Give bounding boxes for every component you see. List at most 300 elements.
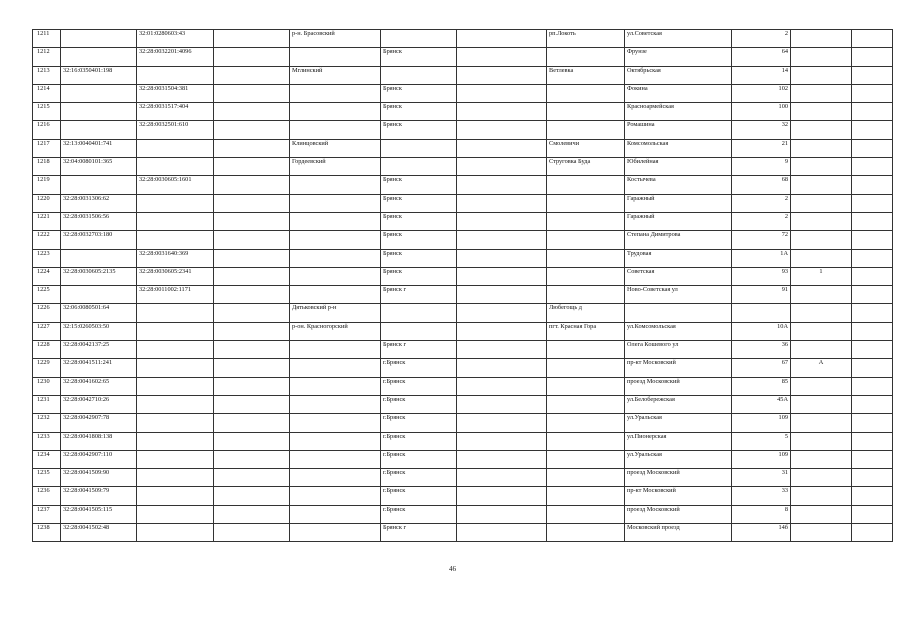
house-cell: 2	[732, 212, 791, 230]
empty-cell-2	[457, 377, 547, 395]
row-number-cell: 1211	[33, 30, 61, 48]
building-cell: 1	[791, 267, 852, 285]
table-row	[33, 304, 893, 322]
row-number-cell: 1229	[33, 359, 61, 377]
street-cell: Гаражный	[625, 194, 732, 212]
district-cell	[290, 377, 381, 395]
locality-cell	[547, 267, 625, 285]
locality-cell: пгт. Красная Гора	[547, 322, 625, 340]
row-number-cell: 1238	[33, 524, 61, 542]
row-number-cell: 1231	[33, 395, 61, 413]
cadastral-number-cell: 32:15:0260503:50	[61, 322, 137, 340]
house-cell: 93	[732, 267, 791, 285]
cadastral-number-2-cell	[137, 469, 214, 487]
locality-cell	[547, 359, 625, 377]
house-cell: 64	[732, 48, 791, 66]
house-cell: 21	[732, 139, 791, 157]
building-cell	[791, 469, 852, 487]
cadastral-number-cell: 32:28:0041602:65	[61, 377, 137, 395]
district-cell	[290, 450, 381, 468]
locality-cell	[547, 103, 625, 121]
cadastral-number-2-cell: 32:28:0032201:4096	[137, 48, 214, 66]
city-cell: г.Брянск	[381, 359, 457, 377]
cadastral-number-cell: 32:06:0080501:64	[61, 304, 137, 322]
table-row	[33, 432, 893, 450]
cadastral-number-2-cell	[137, 414, 214, 432]
row-number-cell: 1218	[33, 158, 61, 176]
empty-cell-2	[457, 212, 547, 230]
street-cell: Гаражный	[625, 212, 732, 230]
extra-cell	[852, 322, 893, 340]
city-cell	[381, 158, 457, 176]
cadastral-number-cell: 32:28:0031506:56	[61, 212, 137, 230]
locality-cell	[547, 377, 625, 395]
row-number-cell: 1232	[33, 414, 61, 432]
extra-cell	[852, 432, 893, 450]
extra-cell	[852, 469, 893, 487]
house-cell: 100	[732, 103, 791, 121]
table-row	[33, 139, 893, 157]
locality-cell	[547, 432, 625, 450]
district-cell	[290, 249, 381, 267]
street-cell: Ромашина	[625, 121, 732, 139]
street-cell: Костычева	[625, 176, 732, 194]
cadastral-number-2-cell	[137, 377, 214, 395]
city-cell: Брянск	[381, 231, 457, 249]
table-row	[33, 469, 893, 487]
extra-cell	[852, 249, 893, 267]
locality-cell: Смолевичи	[547, 139, 625, 157]
locality-cell	[547, 249, 625, 267]
building-cell	[791, 322, 852, 340]
empty-cell-2	[457, 359, 547, 377]
building-cell	[791, 304, 852, 322]
locality-cell: Любегощь д	[547, 304, 625, 322]
cadastral-number-cell: 32:28:0041808:138	[61, 432, 137, 450]
district-cell	[290, 505, 381, 523]
cadastral-number-cell: 32:28:0041505:115	[61, 505, 137, 523]
row-number-cell: 1219	[33, 176, 61, 194]
empty-cell-2	[457, 249, 547, 267]
house-cell: 68	[732, 176, 791, 194]
house-cell: 14б	[732, 524, 791, 542]
empty-cell-2	[457, 414, 547, 432]
row-number-cell: 1227	[33, 322, 61, 340]
extra-cell	[852, 395, 893, 413]
row-number-cell: 1220	[33, 194, 61, 212]
district-cell	[290, 231, 381, 249]
building-cell	[791, 341, 852, 359]
extra-cell	[852, 414, 893, 432]
street-cell: ул.Уральская	[625, 414, 732, 432]
empty-cell	[214, 194, 290, 212]
empty-cell-2	[457, 505, 547, 523]
extra-cell	[852, 341, 893, 359]
table-row	[33, 322, 893, 340]
house-cell: 91	[732, 286, 791, 304]
empty-cell	[214, 212, 290, 230]
extra-cell	[852, 377, 893, 395]
empty-cell-2	[457, 194, 547, 212]
cadastral-number-2-cell	[137, 158, 214, 176]
table-row	[33, 524, 893, 542]
city-cell: Брянск	[381, 194, 457, 212]
city-cell: г.Брянск	[381, 432, 457, 450]
city-cell: г.Брянск	[381, 377, 457, 395]
city-cell	[381, 139, 457, 157]
district-cell	[290, 194, 381, 212]
empty-cell-2	[457, 84, 547, 102]
house-cell: 10А	[732, 322, 791, 340]
row-number-cell: 1224	[33, 267, 61, 285]
locality-cell	[547, 121, 625, 139]
street-cell: Красноармейская	[625, 103, 732, 121]
building-cell	[791, 395, 852, 413]
district-cell	[290, 469, 381, 487]
extra-cell	[852, 158, 893, 176]
city-cell: г.Брянск	[381, 450, 457, 468]
extra-cell	[852, 267, 893, 285]
district-cell	[290, 48, 381, 66]
building-cell	[791, 414, 852, 432]
table-row	[33, 286, 893, 304]
table-row	[33, 395, 893, 413]
city-cell: Брянск	[381, 84, 457, 102]
house-cell: 109	[732, 450, 791, 468]
empty-cell-2	[457, 450, 547, 468]
cadastral-number-2-cell	[137, 341, 214, 359]
city-cell: Брянск г	[381, 524, 457, 542]
building-cell	[791, 194, 852, 212]
row-number-cell: 1236	[33, 487, 61, 505]
building-cell	[791, 432, 852, 450]
empty-cell	[214, 524, 290, 542]
locality-cell	[547, 286, 625, 304]
street-cell: проезд Московский	[625, 505, 732, 523]
empty-cell	[214, 103, 290, 121]
cadastral-number-cell: 32:28:0042137:25	[61, 341, 137, 359]
extra-cell	[852, 139, 893, 157]
row-number-cell: 1228	[33, 341, 61, 359]
cadastral-number-cell	[61, 103, 137, 121]
row-number-cell: 1213	[33, 66, 61, 84]
cadastral-number-2-cell	[137, 487, 214, 505]
locality-cell	[547, 487, 625, 505]
district-cell	[290, 212, 381, 230]
cadastral-number-cell: 32:13:0040401:741	[61, 139, 137, 157]
extra-cell	[852, 30, 893, 48]
district-cell: Дятьковский р-н	[290, 304, 381, 322]
cadastral-number-cell: 32:28:0042710:26	[61, 395, 137, 413]
house-cell: 45А	[732, 395, 791, 413]
locality-cell	[547, 395, 625, 413]
building-cell	[791, 48, 852, 66]
locality-cell	[547, 524, 625, 542]
table-row	[33, 158, 893, 176]
table-row	[33, 505, 893, 523]
register-table	[32, 29, 893, 542]
street-cell: Фокина	[625, 84, 732, 102]
house-cell: 2	[732, 30, 791, 48]
district-cell	[290, 487, 381, 505]
building-cell	[791, 212, 852, 230]
locality-cell	[547, 212, 625, 230]
row-number-cell: 1230	[33, 377, 61, 395]
building-cell	[791, 249, 852, 267]
cadastral-number-cell: 32:28:0041502:48	[61, 524, 137, 542]
district-cell	[290, 524, 381, 542]
city-cell: Брянск	[381, 48, 457, 66]
locality-cell: Ветлевка	[547, 66, 625, 84]
locality-cell	[547, 48, 625, 66]
empty-cell-2	[457, 30, 547, 48]
table-row	[33, 66, 893, 84]
extra-cell	[852, 450, 893, 468]
table-row	[33, 414, 893, 432]
empty-cell	[214, 176, 290, 194]
cadastral-number-cell: 32:04:0080101:365	[61, 158, 137, 176]
extra-cell	[852, 286, 893, 304]
row-number-cell: 1216	[33, 121, 61, 139]
district-cell: р-он. Красногорский	[290, 322, 381, 340]
city-cell	[381, 322, 457, 340]
city-cell	[381, 66, 457, 84]
cadastral-number-cell	[61, 48, 137, 66]
house-cell: 33	[732, 487, 791, 505]
empty-cell-2	[457, 304, 547, 322]
cadastral-number-cell: 32:28:0032703:180	[61, 231, 137, 249]
street-cell: пр-кт Московский	[625, 487, 732, 505]
empty-cell-2	[457, 469, 547, 487]
street-cell: Московский проезд	[625, 524, 732, 542]
table-row	[33, 231, 893, 249]
empty-cell-2	[457, 158, 547, 176]
locality-cell	[547, 450, 625, 468]
house-cell: 8	[732, 505, 791, 523]
street-cell: Ново-Советская ул	[625, 286, 732, 304]
empty-cell-2	[457, 231, 547, 249]
empty-cell	[214, 231, 290, 249]
empty-cell	[214, 377, 290, 395]
row-number-cell: 1221	[33, 212, 61, 230]
street-cell: Октябрьская	[625, 66, 732, 84]
house-cell: 1А	[732, 249, 791, 267]
district-cell	[290, 84, 381, 102]
district-cell	[290, 395, 381, 413]
street-cell: ул.Уральская	[625, 450, 732, 468]
cadastral-number-cell: 32:28:0031306:62	[61, 194, 137, 212]
locality-cell	[547, 469, 625, 487]
street-cell: ул.Советская	[625, 30, 732, 48]
building-cell	[791, 231, 852, 249]
empty-cell-2	[457, 176, 547, 194]
cadastral-number-2-cell	[137, 304, 214, 322]
extra-cell	[852, 505, 893, 523]
district-cell	[290, 176, 381, 194]
district-cell	[290, 267, 381, 285]
building-cell	[791, 30, 852, 48]
district-cell	[290, 286, 381, 304]
row-number-cell: 1233	[33, 432, 61, 450]
row-number-cell: 1217	[33, 139, 61, 157]
empty-cell-2	[457, 395, 547, 413]
extra-cell	[852, 66, 893, 84]
cadastral-number-2-cell: 32:28:0031504:381	[137, 84, 214, 102]
cadastral-number-cell	[61, 121, 137, 139]
district-cell	[290, 341, 381, 359]
extra-cell	[852, 231, 893, 249]
row-number-cell: 1226	[33, 304, 61, 322]
locality-cell	[547, 84, 625, 102]
locality-cell	[547, 505, 625, 523]
empty-cell-2	[457, 267, 547, 285]
locality-cell	[547, 194, 625, 212]
page-number: 46	[449, 565, 456, 573]
empty-cell	[214, 505, 290, 523]
extra-cell	[852, 48, 893, 66]
empty-cell-2	[457, 286, 547, 304]
table-row	[33, 84, 893, 102]
house-cell	[732, 304, 791, 322]
locality-cell	[547, 176, 625, 194]
city-cell	[381, 304, 457, 322]
cadastral-number-cell: 32:16:0350401:198	[61, 66, 137, 84]
empty-cell	[214, 286, 290, 304]
row-number-cell: 1215	[33, 103, 61, 121]
building-cell	[791, 524, 852, 542]
extra-cell	[852, 103, 893, 121]
row-number-cell: 1235	[33, 469, 61, 487]
table-row	[33, 341, 893, 359]
empty-cell	[214, 359, 290, 377]
table-row	[33, 121, 893, 139]
cadastral-number-cell	[61, 249, 137, 267]
table-row	[33, 377, 893, 395]
city-cell: Брянск	[381, 103, 457, 121]
district-cell	[290, 121, 381, 139]
house-cell: 32	[732, 121, 791, 139]
empty-cell	[214, 139, 290, 157]
building-cell	[791, 176, 852, 194]
building-cell	[791, 158, 852, 176]
empty-cell	[214, 432, 290, 450]
house-cell: 109	[732, 414, 791, 432]
city-cell: Брянск	[381, 249, 457, 267]
cadastral-number-2-cell: 32:28:0032501:610	[137, 121, 214, 139]
building-cell	[791, 377, 852, 395]
table-row	[33, 176, 893, 194]
cadastral-number-2-cell	[137, 432, 214, 450]
street-cell: Степана Димитрова	[625, 231, 732, 249]
cadastral-number-2-cell: 32:28:0030605:2341	[137, 267, 214, 285]
row-number-cell: 1237	[33, 505, 61, 523]
empty-cell	[214, 469, 290, 487]
extra-cell	[852, 304, 893, 322]
row-number-cell: 1225	[33, 286, 61, 304]
district-cell	[290, 414, 381, 432]
empty-cell	[214, 121, 290, 139]
city-cell: г.Брянск	[381, 414, 457, 432]
building-cell	[791, 103, 852, 121]
building-cell	[791, 505, 852, 523]
building-cell	[791, 487, 852, 505]
building-cell: А	[791, 359, 852, 377]
empty-cell-2	[457, 524, 547, 542]
empty-cell-2	[457, 48, 547, 66]
cadastral-number-cell: 32:28:0041511:241	[61, 359, 137, 377]
cadastral-number-2-cell	[137, 231, 214, 249]
extra-cell	[852, 524, 893, 542]
city-cell: г.Брянск	[381, 395, 457, 413]
cadastral-number-2-cell: 32:28:0011002:1171	[137, 286, 214, 304]
house-cell: 102	[732, 84, 791, 102]
house-cell: 85	[732, 377, 791, 395]
district-cell: Мглинский	[290, 66, 381, 84]
empty-cell	[214, 66, 290, 84]
extra-cell	[852, 212, 893, 230]
cadastral-number-cell	[61, 176, 137, 194]
district-cell	[290, 103, 381, 121]
empty-cell	[214, 48, 290, 66]
city-cell: г.Брянск	[381, 487, 457, 505]
street-cell: Фрунзе	[625, 48, 732, 66]
empty-cell-2	[457, 121, 547, 139]
empty-cell	[214, 450, 290, 468]
building-cell	[791, 84, 852, 102]
empty-cell-2	[457, 66, 547, 84]
cadastral-number-2-cell	[137, 450, 214, 468]
extra-cell	[852, 487, 893, 505]
extra-cell	[852, 84, 893, 102]
city-cell: Брянск г	[381, 286, 457, 304]
table-row	[33, 450, 893, 468]
city-cell: Брянск	[381, 212, 457, 230]
table-row	[33, 194, 893, 212]
street-cell: ул.Белобережская	[625, 395, 732, 413]
table-row	[33, 212, 893, 230]
cadastral-number-cell	[61, 286, 137, 304]
empty-cell	[214, 249, 290, 267]
cadastral-number-2-cell	[137, 322, 214, 340]
city-cell: Брянск	[381, 121, 457, 139]
cadastral-number-2-cell	[137, 524, 214, 542]
locality-cell	[547, 341, 625, 359]
district-cell: Гордеевский	[290, 158, 381, 176]
table-row	[33, 30, 893, 48]
empty-cell	[214, 414, 290, 432]
empty-cell	[214, 158, 290, 176]
cadastral-number-2-cell	[137, 194, 214, 212]
building-cell	[791, 121, 852, 139]
row-number-cell: 1222	[33, 231, 61, 249]
building-cell	[791, 286, 852, 304]
cadastral-number-cell: 32:28:0030605:2135	[61, 267, 137, 285]
table-row	[33, 267, 893, 285]
cadastral-number-2-cell	[137, 505, 214, 523]
row-number-cell: 1234	[33, 450, 61, 468]
street-cell: ул.Пионерская	[625, 432, 732, 450]
empty-cell-2	[457, 487, 547, 505]
street-cell	[625, 304, 732, 322]
cadastral-number-2-cell	[137, 395, 214, 413]
building-cell	[791, 66, 852, 84]
cadastral-number-2-cell: 32:28:0030605:1601	[137, 176, 214, 194]
cadastral-number-2-cell	[137, 139, 214, 157]
district-cell: р-н. Брасовский	[290, 30, 381, 48]
city-cell	[381, 30, 457, 48]
empty-cell	[214, 267, 290, 285]
locality-cell: рп.Локоть	[547, 30, 625, 48]
